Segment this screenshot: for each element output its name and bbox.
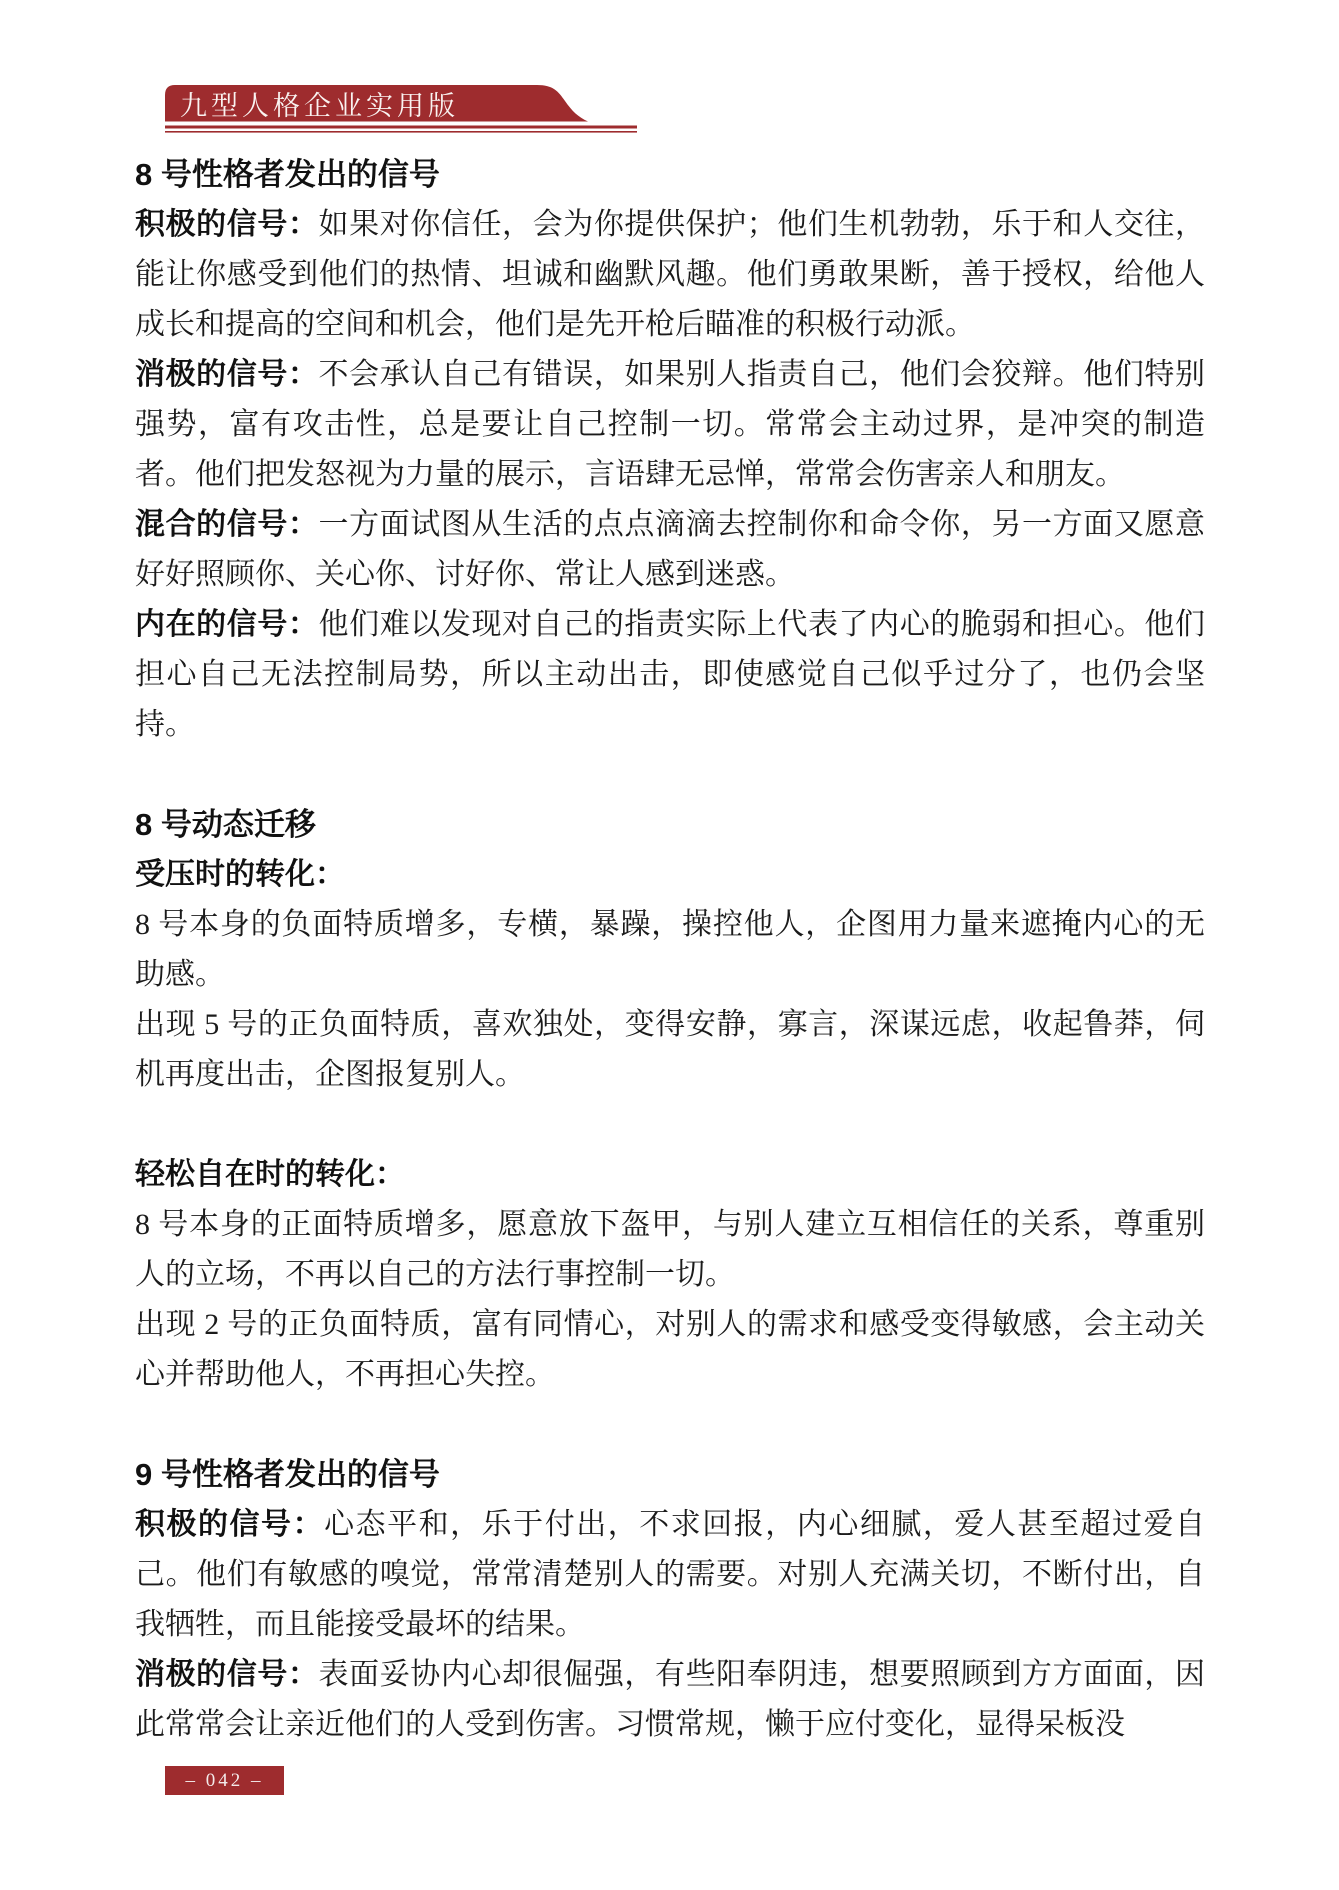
paragraph-inner-signal-8: [135, 600, 1205, 750]
paragraph-label: 内在的信号：: [135, 608, 319, 641]
section-heading-type9-signals: 9 号性格者发出的信号: [135, 1457, 440, 1492]
paragraph-text: 出现 2 号的正负面特质，富有同情心，对别人的需求和感受变得敏感，会主动关心并帮助他人，不再担心失控。: [135, 1308, 1205, 1391]
paragraph-label: 混合的信号：: [135, 508, 319, 541]
paragraph-ease-own-traits: [135, 1200, 1205, 1300]
subheading-at-ease: 轻松自在时的转化：: [135, 1158, 405, 1191]
header-banner: [165, 85, 643, 135]
paragraph-positive-signal-9: [135, 1500, 1205, 1650]
paragraph-stress-type5-traits: [135, 1000, 1205, 1100]
book-title: 九型人格企业实用版: [180, 91, 459, 121]
page-content: [135, 150, 1205, 1750]
paragraph-text: 如果对你信任，会为你提供保护；他们生机勃勃，乐于和人交往，能让你感受到他们的热情、坦诚和幽默风趣。他们勇敢果断，善于授权，给他人成长和提高的空间和机会，他们是先开枪后瞄准的积极行动派。: [135, 208, 1206, 341]
paragraph-text: 8 号本身的正面特质增多，愿意放下盔甲，与别人建立互相信任的关系，尊重别人的立场，不再以自己的方法行事控制一切。: [135, 1208, 1205, 1291]
paragraph-stress-own-traits: [135, 900, 1205, 1000]
paragraph-text: 出现 5 号的正负面特质，喜欢独处，变得安静，寡言，深谋远虑，收起鲁莽，伺机再度出击，企图报复别人。: [135, 1008, 1205, 1091]
paragraph-text: 一方面试图从生活的点点滴滴去控制你和命令你，另一方面又愿意好好照顾你、关心你、讨好你、常让人感到迷惑。: [135, 508, 1206, 591]
paragraph-negative-signal-9: [135, 1650, 1205, 1750]
paragraph-ease-type2-traits: [135, 1300, 1205, 1400]
paragraph-positive-signal-8: [135, 200, 1205, 350]
section-heading-type8-signals: 8 号性格者发出的信号: [135, 157, 440, 192]
paragraph-text: 8 号本身的负面特质增多，专横，暴躁，操控他人，企图用力量来遮掩内心的无助感。: [135, 908, 1205, 991]
paragraph-text: 不会承认自己有错误，如果别人指责自己，他们会狡辩。他们特别强势，富有攻击性，总是要让自己控制一切。常常会主动过界，是冲突的制造者。他们把发怒视为力量的展示，言语肆无忌惮，常常会伤害亲人和朋友。: [135, 358, 1206, 491]
paragraph-label: 积极的信号：: [135, 208, 319, 241]
paragraph-text: 他们难以发现对自己的指责实际上代表了内心的脆弱和担心。他们担心自己无法控制局势，所以主动出击，即使感觉自己似乎过分了，也仍会坚持。: [135, 608, 1206, 741]
paragraph-label: 积极的信号：: [135, 1508, 325, 1541]
paragraph-negative-signal-8: [135, 350, 1205, 500]
paragraph-label: 消极的信号：: [135, 1658, 319, 1691]
section-heading-type8-dynamics: 8 号动态迁移: [135, 807, 316, 842]
subheading-under-stress: 受压时的转化：: [135, 858, 345, 891]
paragraph-label: 消极的信号：: [135, 358, 319, 391]
paragraph-text: 心态平和，乐于付出，不求回报，内心细腻，爱人甚至超过爱自己。他们有敏感的嗅觉，常常清楚别人的需要。对别人充满关切，不断付出，自我牺牲，而且能接受最坏的结果。: [135, 1508, 1206, 1641]
paragraph-text: 表面妥协内心却很倔强，有些阳奉阴违，想要照顾到方方面面，因此常常会让亲近他们的人受到伤害。习惯常规，懒于应付变化，显得呆板没: [135, 1658, 1206, 1741]
footer-page-number: – 042 –: [165, 1766, 284, 1795]
paragraph-mixed-signal-8: [135, 500, 1205, 600]
